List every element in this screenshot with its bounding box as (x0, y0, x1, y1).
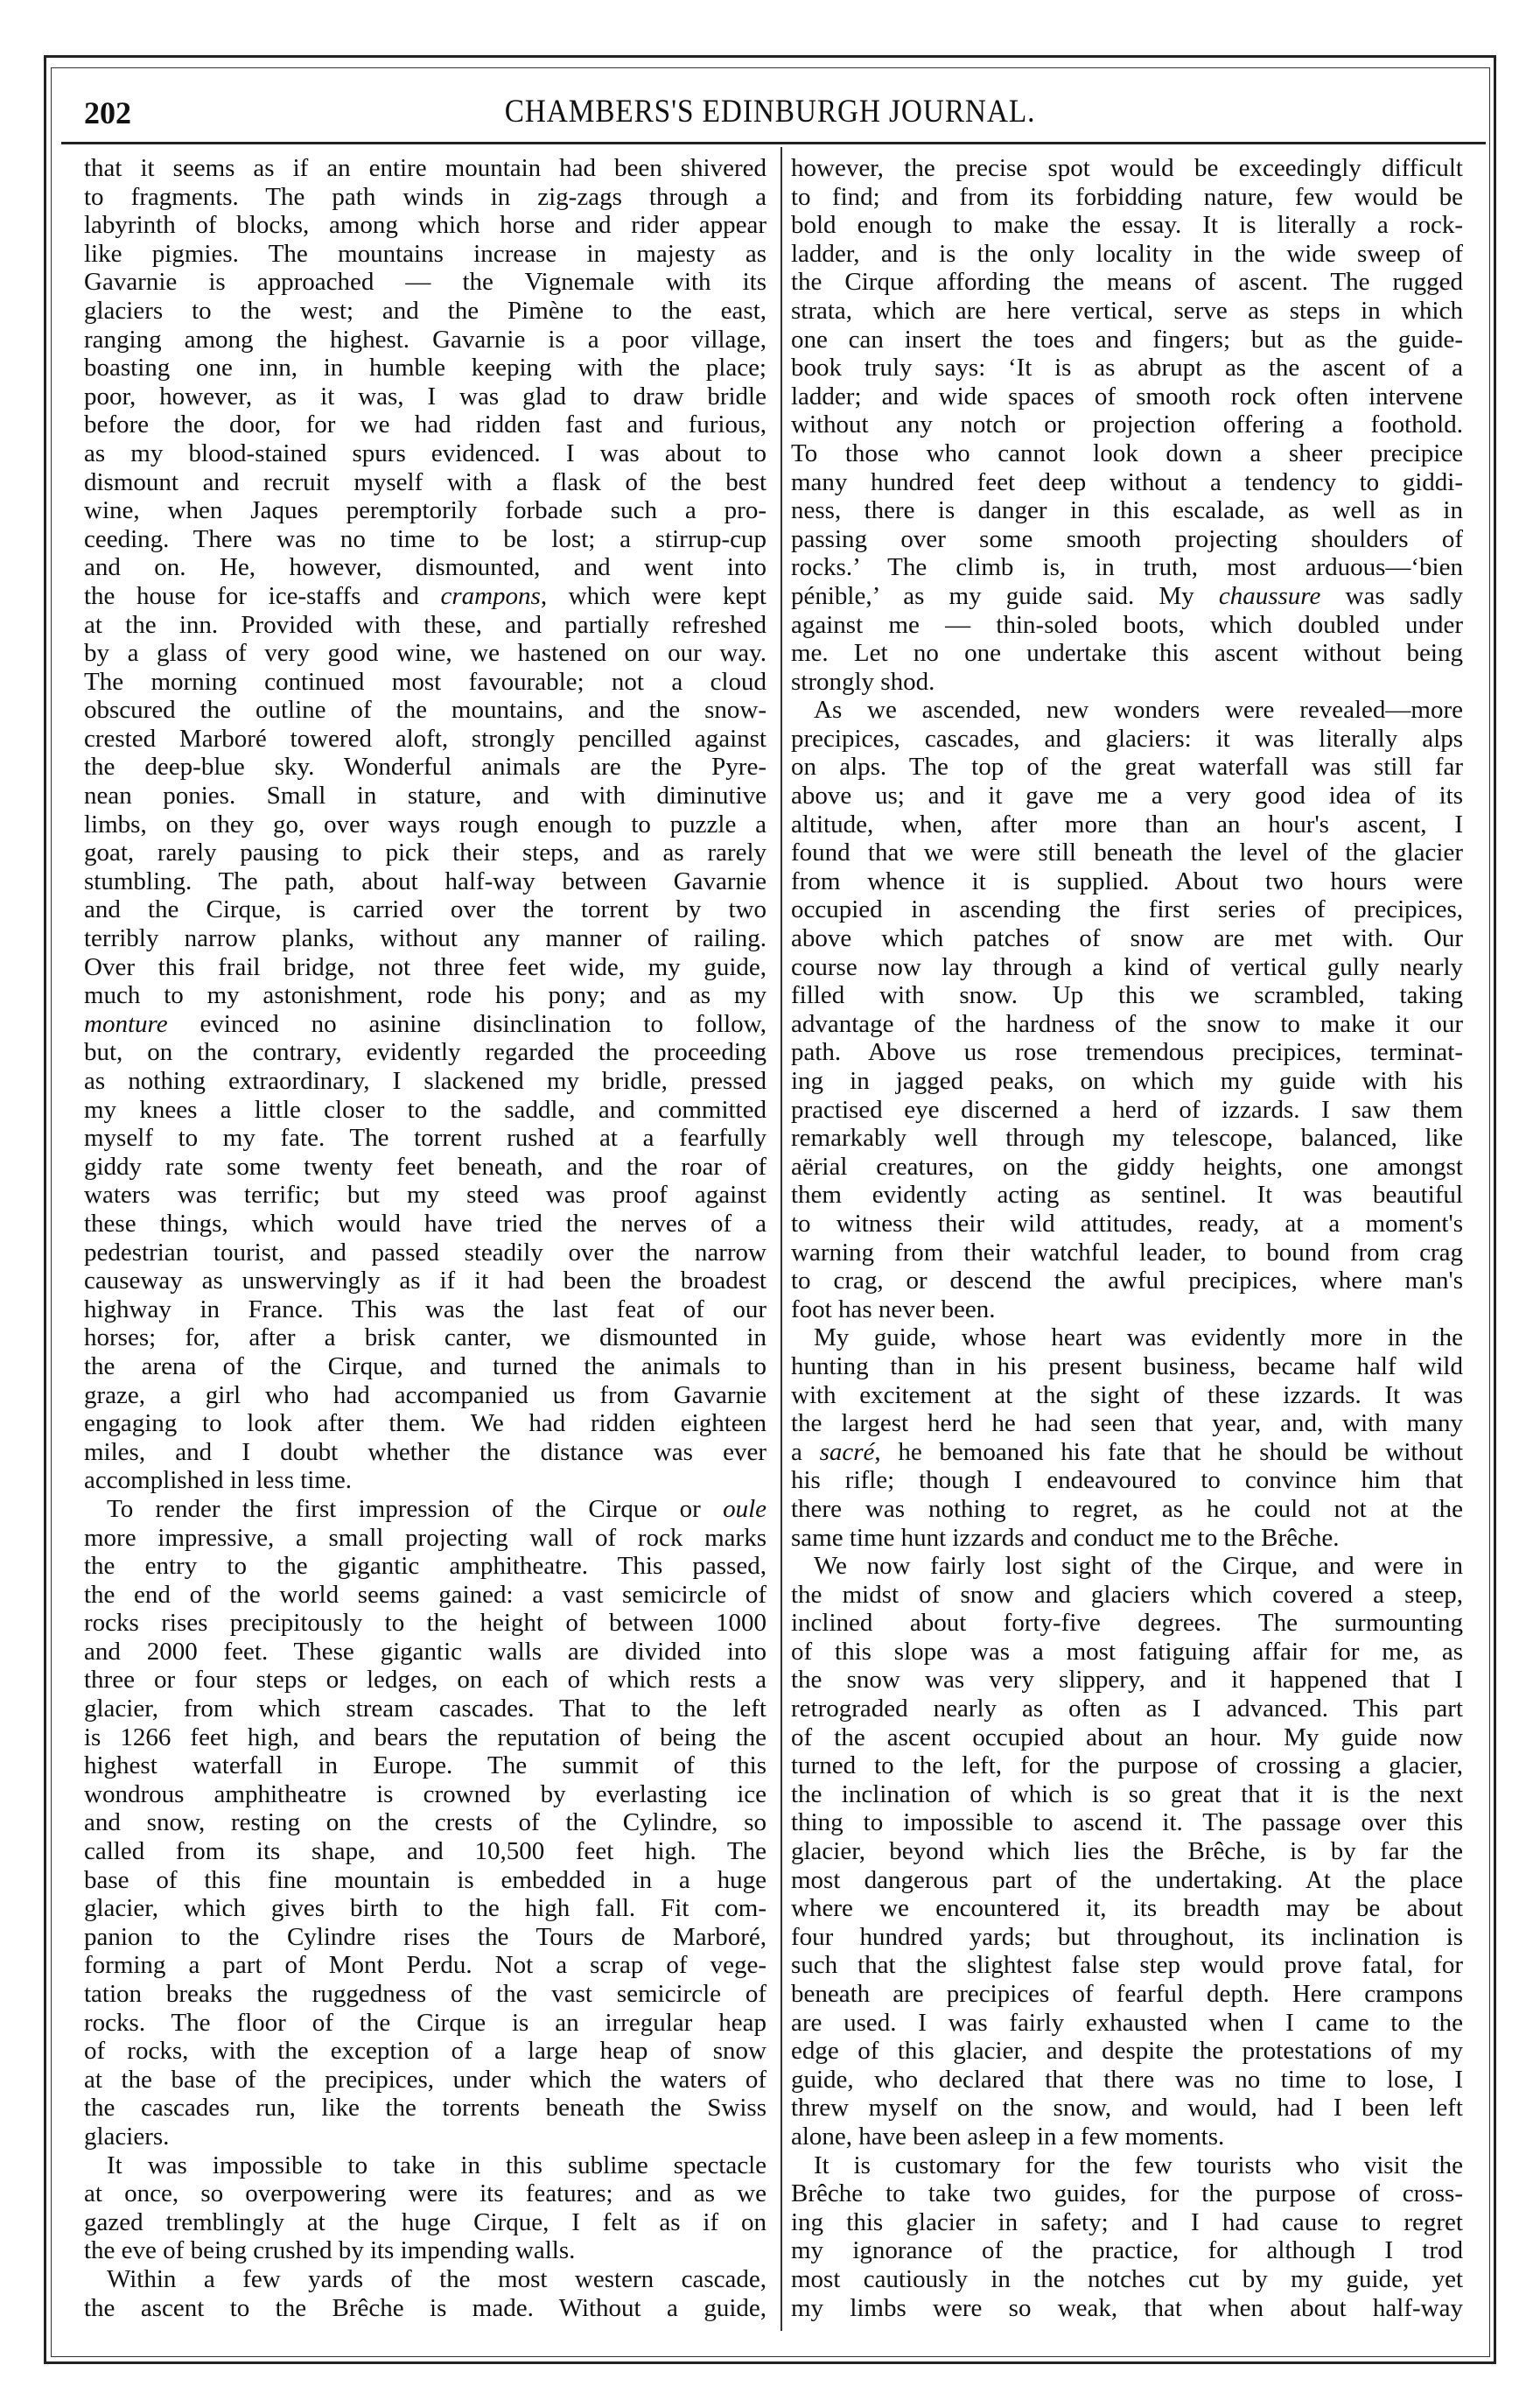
text-line: most cautiously in the notches cut by my guide, yet (791, 2264, 1463, 2293)
text-line: but, on the contrary, evidently regarded the proceeding (84, 1038, 766, 1067)
text-line: the arena of the Cirque, and turned the animals to (84, 1351, 766, 1380)
text-line: found that we were still beneath the level of the glacier (791, 839, 1463, 867)
text-line: at the base of the precipices, under which the waters of (84, 2065, 766, 2094)
text-line: ranging among the highest. Gavarnie is a poor village, (84, 325, 766, 354)
right-column (791, 154, 1463, 2322)
text-line: rocks. The floor of the Cirque is an irregular heap (84, 2008, 766, 2037)
text-line: like pigmies. The mountains increase in majesty as (84, 239, 766, 268)
text-line: the cascades run, like the torrents beneath the Swiss (84, 2094, 766, 2123)
text-line: beneath are precipices of fearful depth. Here crampons (791, 1980, 1463, 2008)
text-line: retrograded nearly as often as I advanced. This part (791, 1695, 1463, 1723)
text-line: and snow, resting on the crests of the Cylindre, so (84, 1808, 766, 1837)
text-line: giddy rate some twenty feet beneath, and the roar of (84, 1152, 766, 1181)
text-line: without any notch or projection offering a foothold. (791, 411, 1463, 439)
text-line (791, 1438, 1463, 1467)
text-line: the end of the world seems gained: a vast semicircle of (84, 1580, 766, 1609)
text-line: the midst of snow and glaciers which covered a steep, (791, 1580, 1463, 1609)
text-segment: was sadly (1320, 581, 1463, 610)
journal-title: CHAMBERS'S EDINBURGH JOURNAL. (504, 94, 1036, 130)
text-line: miles, and I doubt whether the distance was ever (84, 1437, 766, 1466)
text-line: above us; and it gave me a very good idea of its (791, 782, 1463, 811)
text-line: warning from their watchful leader, to bound from crag (791, 1238, 1463, 1267)
text-line: remarkably well through my telescope, balanced, like (791, 1124, 1463, 1153)
text-line: passing over some smooth projecting shoulders of (791, 524, 1463, 553)
text-line: highest waterfall in Europe. The summit of this (84, 1751, 766, 1780)
text-line: dismount and recruit myself with a flask of the best (84, 467, 766, 496)
italic-text: oule (723, 1494, 766, 1523)
text-line: goat, rarely pausing to pick their steps, and as rarely (84, 839, 766, 867)
text-line: To those who cannot look down a sheer precipice (791, 439, 1463, 467)
text-line: by a glass of very good wine, we hastened on our way. (84, 639, 766, 668)
text-line: tation breaks the ruggedness of the vast semicircle of (84, 1980, 766, 2008)
text-segment: evinced no asinine disinclination to follow, (167, 1009, 766, 1038)
text-line: foot has never been. (791, 1295, 996, 1323)
text-line: above which patches of snow are met with. Our (791, 924, 1463, 953)
text-line: the inclination of which is so great that it is the next (791, 1779, 1463, 1808)
text-line: guide, who declared that there was no time to lose, I (791, 2065, 1463, 2094)
text-line: threw myself on the snow, and would, had I been left (791, 2094, 1463, 2123)
text-line: Brêche to take two guides, for the purpose of cross- (791, 2179, 1463, 2208)
text-line: to find; and from its forbidding nature, few would be (791, 182, 1463, 211)
text-line: We now fairly lost sight of the Cirque, and were in (814, 1552, 1463, 1581)
text-line: is 1266 feet high, and bears the reputation of being the (84, 1723, 766, 1751)
text-line: turned to the left, for the purpose of crossing a glacier, (791, 1751, 1463, 1780)
text-line: waters was terrific; but my steed was proof against (84, 1181, 766, 1210)
text-line: more impressive, a small projecting wall of rock marks (84, 1523, 766, 1552)
text-line: them evidently acting as sentinel. It was beautiful (791, 1181, 1463, 1210)
text-line: on alps. The top of the great waterfall was still far (791, 753, 1463, 782)
left-column (84, 154, 766, 2322)
text-line: called from its shape, and 10,500 feet high. The (84, 1837, 766, 1866)
text-segment: a (791, 1437, 820, 1466)
text-line: accomplished in less time. (84, 1466, 353, 1495)
text-line: same time hunt izzards and conduct me to the Brêche. (791, 1523, 1340, 1552)
text-line: as nothing extraordinary, I slackened my bridle, pressed (84, 1067, 766, 1095)
header-rule (61, 142, 1486, 144)
paragraph (791, 1323, 1463, 1552)
text-line: terribly narrow planks, without any manner of railing. (84, 924, 766, 953)
text-line: me. Let no one undertake this ascent without being (791, 639, 1463, 668)
text-line: much to my astonishment, rode his pony; and as my (84, 981, 766, 1010)
text-line: Over this frail bridge, not three feet wide, my guide, (84, 952, 766, 981)
text-line: wine, when Jaques peremptorily forbade such a pro- (84, 496, 766, 525)
column-divider (780, 147, 782, 2331)
text-line: rocks rises precipitously to the height of between 1000 (84, 1609, 766, 1638)
text-line: the largest herd he had seen that year, and, with many (791, 1409, 1463, 1438)
text-line: strata, which are here vertical, serve as steps in which (791, 296, 1463, 325)
text-line: obscured the outline of the mountains, and the snow- (84, 696, 766, 725)
text-line: Within a few yards of the most western cascade, (107, 2264, 766, 2293)
text-line: are used. I was fairly exhausted when I came to the (791, 2008, 1463, 2037)
text-line: advantage of the hardness of the snow to make it our (791, 1009, 1463, 1038)
text-line (84, 582, 766, 611)
text-line: glacier, from which stream cascades. That to the left (84, 1695, 766, 1723)
text-line: from whence it is supplied. About two hours were (791, 867, 1463, 895)
text-line: causeway as unswervingly as if it had been the broadest (84, 1267, 766, 1295)
text-line: ness, there is danger in this escalade, as well as in (791, 496, 1463, 525)
text-line: inclined about forty-five degrees. The surmounting (791, 1609, 1463, 1638)
text-line: limbs, on they go, over ways rough enough to puzzle a (84, 810, 766, 839)
text-line: as my blood-stained spurs evidenced. I was about to (84, 439, 766, 467)
text-line: It is customary for the few tourists who visit the (814, 2151, 1463, 2179)
text-line: stumbling. The path, about half-way between Gavarnie (84, 867, 766, 895)
text-segment: pénible,’ as my guide said. My (791, 581, 1219, 610)
text-line: strongly shod. (791, 667, 935, 696)
text-line: however, the precise spot would be exceedingly difficult (791, 154, 1463, 182)
text-line: highway in France. This was the last feat of our (84, 1295, 766, 1323)
page-number: 202 (84, 95, 131, 130)
text-line: with excitement at the sight of these izzards. It was (791, 1380, 1463, 1409)
text-line: four hundred yards; but throughout, its inclination is (791, 1922, 1463, 1951)
paragraph (84, 1495, 766, 2151)
text-line: practised eye discerned a herd of izzards. I saw them (791, 1095, 1463, 1124)
text-line: rocks.’ The climb is, in truth, most arduous—‘bien (791, 553, 1463, 582)
text-line: panion to the Cylindre rises the Tours de Marboré, (84, 1922, 766, 1951)
paragraph (791, 2151, 1463, 2323)
paragraph (84, 2265, 766, 2322)
text-line: nean ponies. Small in stature, and with diminutive (84, 782, 766, 811)
text-line: and the Cirque, is carried over the torrent by two (84, 895, 766, 924)
text-line: ing in jagged peaks, on which my guide with his (791, 1067, 1463, 1095)
text-line: of rocks, with the exception of a large heap of snow (84, 2037, 766, 2066)
text-line: bold enough to make the essay. It is literally a rock- (791, 211, 1463, 240)
italic-text: sacré (819, 1437, 875, 1466)
text-line (84, 1010, 766, 1039)
text-line: to crag, or descend the awful precipices, where man's (791, 1267, 1463, 1295)
text-line: gazed tremblingly at the huge Cirque, I felt as if on (84, 2207, 766, 2236)
text-line: my ignorance of the practice, for although I trod (791, 2236, 1463, 2265)
text-line: glacier, which gives birth to the high fall. Fit com- (84, 1894, 766, 1923)
text-line: thing to impossible to ascend it. The passage over this (791, 1808, 1463, 1837)
text-line: As we ascended, new wonders were revealed—more (814, 696, 1463, 725)
paragraph (84, 154, 766, 1495)
text-line: three or four steps or ledges, on each of which rests a (84, 1666, 766, 1695)
text-line: alone, have been asleep in a few moments. (791, 2122, 1225, 2151)
italic-text: crampons (440, 581, 541, 610)
text-line: one can insert the toes and fingers; but as the guide- (791, 325, 1463, 354)
text-line: the eve of being crushed by its impending walls. (84, 2236, 576, 2265)
text-line: many hundred feet deep without a tendency to giddi- (791, 467, 1463, 496)
text-line: glaciers to the west; and the Pimène to the east, (84, 296, 766, 325)
text-line: my limbs were so weak, that when about half-way (791, 2293, 1463, 2322)
text-line: the ascent to the Brêche is made. Without a guide, (84, 2293, 766, 2322)
text-line: most dangerous part of the undertaking. At the place (791, 1865, 1463, 1894)
text-line: and on. He, however, dismounted, and went into (84, 553, 766, 582)
text-line: altitude, when, after more than an hour's ascent, I (791, 810, 1463, 839)
text-line (791, 582, 1463, 611)
text-line: my knees a little closer to the saddle, and committed (84, 1095, 766, 1124)
text-line: Gavarnie is approached — the Vignemale with its (84, 268, 766, 297)
text-line: ladder, and is the only locality in the wide sweep of (791, 239, 1463, 268)
paragraph (84, 2151, 766, 2265)
text-line: glaciers. (84, 2122, 170, 2151)
text-line (84, 1495, 766, 1524)
text-line: course now lay through a kind of vertical gully nearly (791, 952, 1463, 981)
paragraph (791, 1552, 1463, 2151)
text-line: at the inn. Provided with these, and partially refreshed (84, 610, 766, 639)
text-segment: the house for ice-staffs and (84, 581, 441, 610)
text-line: against me — thin-soled boots, which doubled under (791, 610, 1463, 639)
text-line: path. Above us rose tremendous precipices, terminat- (791, 1038, 1463, 1067)
text-segment: , he bemoaned his fate that he should be without (874, 1437, 1463, 1466)
text-line: pedestrian tourist, and passed steadily over the narrow (84, 1238, 766, 1267)
text-line: filled with snow. Up this we scrambled, taking (791, 981, 1463, 1010)
text-line: such that the slightest false step would prove fatal, for (791, 1951, 1463, 1980)
text-line: occupied in ascending the first series of precipices, (791, 895, 1463, 924)
paragraph (791, 696, 1463, 1323)
text-line: to fragments. The path winds in zig-zags through a (84, 182, 766, 211)
text-line: It was impossible to take in this sublime spectacle (107, 2151, 766, 2179)
text-line: The morning continued most favourable; not a cloud (84, 667, 766, 696)
text-line: book truly says: ‘It is as abrupt as the ascent of a (791, 354, 1463, 382)
text-segment: To render the first impression of the Cirque or (107, 1494, 724, 1523)
text-line: to witness their wild attitudes, ready, at a moment's (791, 1209, 1463, 1238)
text-line: poor, however, as it was, I was glad to draw bridle (84, 382, 766, 411)
text-line: and 2000 feet. These gigantic walls are divided into (84, 1637, 766, 1666)
text-line: that it seems as if an entire mountain had been shivered (84, 154, 766, 182)
text-line: engaging to look after them. We had ridden eighteen (84, 1409, 766, 1438)
text-line: base of this fine mountain is embedded in a huge (84, 1865, 766, 1894)
text-line: before the door, for we had ridden fast and furious, (84, 411, 766, 439)
text-line: hunting than in his present business, became half wild (791, 1351, 1463, 1380)
italic-text: chaussure (1218, 581, 1321, 610)
text-line: where we encountered it, its breadth may be about (791, 1894, 1463, 1923)
text-segment: , which were kept (540, 581, 766, 610)
text-line: ceeding. There was no time to be lost; a stirrup-cup (84, 524, 766, 553)
text-line: ing this glacier in safety; and I had cause to regret (791, 2207, 1463, 2236)
text-line: at once, so overpowering were its features; and as we (84, 2179, 766, 2208)
text-line: labyrinth of blocks, among which horse and rider appear (84, 211, 766, 240)
text-line: his rifle; though I endeavoured to convince him that (791, 1466, 1463, 1495)
text-line: the entry to the gigantic amphitheatre. This passed, (84, 1552, 766, 1581)
italic-text: monture (84, 1009, 168, 1038)
text-line: there was nothing to regret, as he could not at the (791, 1494, 1463, 1523)
text-line: forming a part of Mont Perdu. Not a scrap of vege- (84, 1951, 766, 1980)
text-line: the Cirque affording the means of ascent. The rugged (791, 268, 1463, 297)
text-line: the snow was very slippery, and it happened that I (791, 1666, 1463, 1695)
text-line: myself to my fate. The torrent rushed at a fearfully (84, 1124, 766, 1153)
text-line: these things, which would have tried the nerves of a (84, 1209, 766, 1238)
text-line: edge of this glacier, and despite the protestations of my (791, 2037, 1463, 2066)
text-line: crested Marboré towered aloft, strongly pencilled against (84, 724, 766, 753)
text-line: of this slope was a most fatiguing affair for me, as (791, 1637, 1463, 1666)
text-line: horses; for, after a brisk canter, we dismounted in (84, 1323, 766, 1352)
text-line: graze, a girl who had accompanied us from Gavarnie (84, 1380, 766, 1409)
text-line: precipices, cascades, and glaciers: it was literally alps (791, 724, 1463, 753)
text-line: wondrous amphitheatre is crowned by everlasting ice (84, 1779, 766, 1808)
text-line: My guide, whose heart was evidently more in the (814, 1323, 1463, 1352)
text-line: aërial creatures, on the giddy heights, one amongst (791, 1152, 1463, 1181)
text-line: ladder; and wide spaces of smooth rock often intervene (791, 382, 1463, 411)
text-line: of the ascent occupied about an hour. My guide now (791, 1723, 1463, 1751)
paragraph (791, 154, 1463, 696)
text-line: the deep-blue sky. Wonderful animals are the Pyre- (84, 753, 766, 782)
text-line: glacier, beyond which lies the Brêche, is by far the (791, 1837, 1463, 1866)
text-line: boasting one inn, in humble keeping with the place; (84, 354, 766, 382)
